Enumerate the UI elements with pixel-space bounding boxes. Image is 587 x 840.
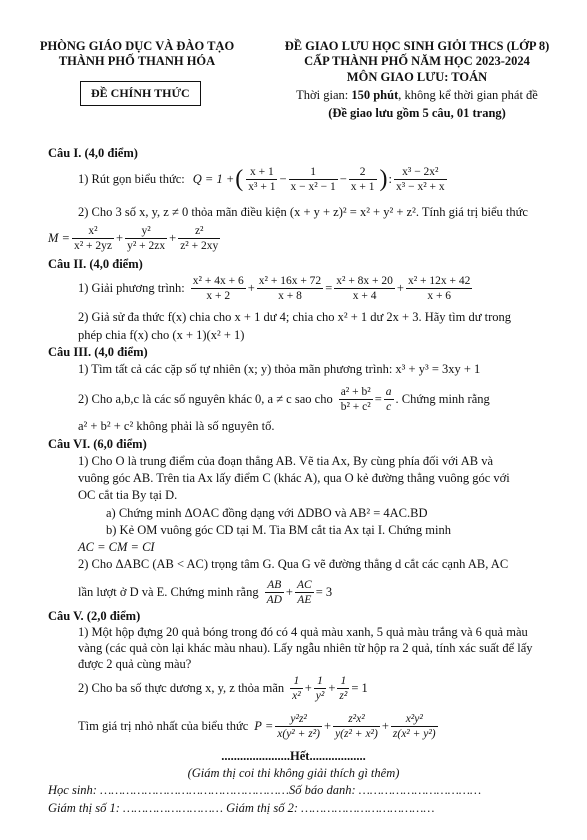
q2-part2-line2: phép chia f(x) cho (x + 1)(x² + 1) [78,328,245,342]
fraction: $\frac{\text{z²}}{\text{z² + 2xy}}$ [180,224,219,252]
q4-part-b-line1: b) Kẻ OM vuông góc CD tại M. Tia BM cắt tia Ax tại I. Chứng minh [106,523,451,537]
fraction: $\frac{a}{c}$ [385,385,392,413]
student-info-line: Học sinh: ……………………………………………Số báo danh: …………………………… [48,783,482,797]
department-name: PHÒNG GIÁO DỤC VÀ ĐÀO TẠO [39,39,235,53]
q1-part1: 1) Rút gọn biểu thức: Q = 1 + ( $\frac{x + 1}{\text{x³ + 1}}$ − $\frac{1}{\text{x − x² − 1}}$ − $\frac{2}{x + 1}$ ) : $\frac{\text{x³ − 2x²}}{\text{x³ − x² + x}}$ [78,165,445,193]
q5-part1-line2: vàng (các quả còn lại khác màu nhau). Lấy ngẫu nhiên từ hộp ra 2 quả, tính xác suất để lấy [78,641,533,655]
fraction: $\frac{1}{\text{x²}}$ [292,674,301,702]
fraction: $\frac{\text{x² + 4x + 6}}{x + 2}$ [192,274,244,302]
pages-note: (Đề giao lưu gồm 5 câu, 01 trang) [328,106,506,120]
q1-part2-text: 2) Cho 3 số x, y, z ≠ 0 thỏa mãn điều kiện (x + y + z)² = x² + y² + z². Tính giá trị biểu thức [78,205,528,219]
fraction: $\frac{2}{x + 1}$ [350,165,375,193]
fraction: $\frac{\text{x³ − 2x²}}{\text{x³ − x² + x}}$ [396,165,445,193]
fraction: $\frac{\text{x² + 8x + 20}}{x + 4}$ [336,274,393,302]
q4-part1-line1: 1) Cho O là trung điểm của đoạn thẳng AB. Vẽ tia Ax, By cùng phía đối với AB và [78,454,494,468]
question-3-title: Câu III. (4,0 điểm) [48,345,148,359]
q3-part2: 2) Cho a,b,c là các số nguyên khác 0, a ≠ c sao cho $\frac{\text{a² + b²}}{\text{b² + c²}}$ = $\frac{a}{c}$ . Chứng minh rằng [78,385,490,413]
fraction: $\frac{\text{x²}}{\text{x² + 2yz}}$ [73,224,113,252]
fraction: $\frac{1}{\text{x − x² − 1}}$ [290,165,336,193]
fraction: $\frac{\text{x² + 16x + 72}}{x + 8}$ [258,274,322,302]
q5-part3: Tìm giá trị nhỏ nhất của biểu thức P = $\frac{\text{y²z²}}{\text{x(y² + z²)}}$ + $\frac{\text{z²x²}}{\text{y(z² + x²)}}$ + $\frac{\text{x²y²}}{\text{z(x² + y²)}}$ [78,712,436,740]
official-badge: ĐỀ CHÍNH THỨC [80,81,201,106]
q5-part1-line1: 1) Một hộp đựng 20 quả bóng trong đó có 4 quả màu xanh, 5 quả màu trắng và 6 quả màu [78,625,528,639]
question-5-title: Câu V. (2,0 điểm) [48,609,141,623]
q4-part2-line1: 2) Cho ΔABC (AB < AC) trọng tâm G. Qua G vẽ đường thẳng d cắt các cạnh AB, AC [78,557,509,571]
q4-part-b-line2: AC = CM = CI [78,540,155,554]
question-2-title: Câu II. (4,0 điểm) [48,257,143,271]
q2-part2-line1: 2) Giả sử đa thức f(x) chia cho x + 1 dư 4; chia cho x² + 1 dư 2x + 3. Hãy tìm dư trong [78,310,511,324]
q4-part1-line3: OC cắt tia By tại D. [78,488,178,502]
end-marker: ......................Hết.................. [221,749,366,763]
fraction: $\frac{\text{a² + b²}}{\text{b² + c²}}$ [340,385,371,413]
q5-part2: 2) Cho ba số thực dương x, y, z thỏa mãn $\frac{1}{\text{x²}}$ + $\frac{1}{\text{y²}}$ + $\frac{1}{\text{z²}}$ = 1 [78,674,368,702]
fraction: $\frac{x + 1}{\text{x³ + 1}}$ [248,165,276,193]
exam-subject: MÔN GIAO LƯU: TOÁN [346,70,488,84]
fraction: $\frac{1}{\text{y²}}$ [315,674,325,702]
exam-title: ĐỀ GIAO LƯU HỌC SINH GIỎI THCS (LỚP 8) [284,39,550,53]
exam-time: Thời gian: 150 phút, không kể thời gian phát đề [296,88,538,102]
fraction: $\frac{1}{\text{z²}}$ [339,674,348,702]
proctor-note: (Giám thị coi thi không giải thích gì thêm) [187,766,400,780]
q4-part-a: a) Chứng minh ΔOAC đồng dạng với ΔDBO và AB² = 4AC.BD [106,506,428,520]
fraction: $\frac{\text{z²x²}}{\text{y(z² + x²)}}$ [335,712,378,740]
fraction: $\frac{\text{x²y²}}{\text{z(x² + y²)}}$ [392,712,436,740]
q4-part2-line2: lần lượt ở D và E. Chứng minh rằng $\frac{AB}{AD}$ + $\frac{AC}{AE}$ = 3 [78,578,333,606]
proctor-sign-line: Giám thị số 1: ……………………… Giám thị số 2: ……………………………… [48,801,435,815]
q3-part2-line2: a² + b² + c² không phải là số nguyên tố. [78,419,275,433]
fraction: $\frac{AB}{AD}$ [266,578,282,606]
q4-part1-line2: vuông góc AB. Trên tia Ax lấy điểm C (khác A), qua O kẻ đường thẳng vuông góc với [78,471,510,485]
fraction: $\frac{AC}{AE}$ [296,578,312,606]
q2-part1: 1) Giải phương trình: $\frac{\text{x² + 4x + 6}}{x + 2}$ + $\frac{\text{x² + 16x + 72}}{x + 8}$ = $\frac{\text{x² + 8x + 20}}{x + 4}$ + $\frac{\text{x² + 12x + 42}}{x + 6}$ [78,274,471,302]
city-name: THÀNH PHỐ THANH HÓA [58,54,216,68]
q1-part2-expr: M = $\frac{\text{x²}}{\text{x² + 2yz}}$ + $\frac{\text{y²}}{\text{y² + 2zx}}$ + $\frac{\text{z²}}{\text{z² + 2xy}}$ [48,224,219,252]
fraction: $\frac{\text{x² + 12x + 42}}{x + 6}$ [407,274,471,302]
fraction: $\frac{\text{y²z²}}{\text{x(y² + z²)}}$ [277,712,321,740]
question-1-title: Câu I. (4,0 điểm) [48,146,138,160]
fraction: $\frac{\text{y²}}{\text{y² + 2zx}}$ [127,224,166,252]
question-4-title: Câu VI. (6,0 điểm) [48,437,147,451]
exam-level: CẤP THÀNH PHỐ NĂM HỌC 2023-2024 [304,54,530,68]
q3-part1: 1) Tìm tất cả các cặp số tự nhiên (x; y) thỏa mãn phương trình: x³ + y³ = 3xy + 1 [78,362,481,376]
q5-part1-line3: được 2 quả cùng màu? [78,657,192,671]
